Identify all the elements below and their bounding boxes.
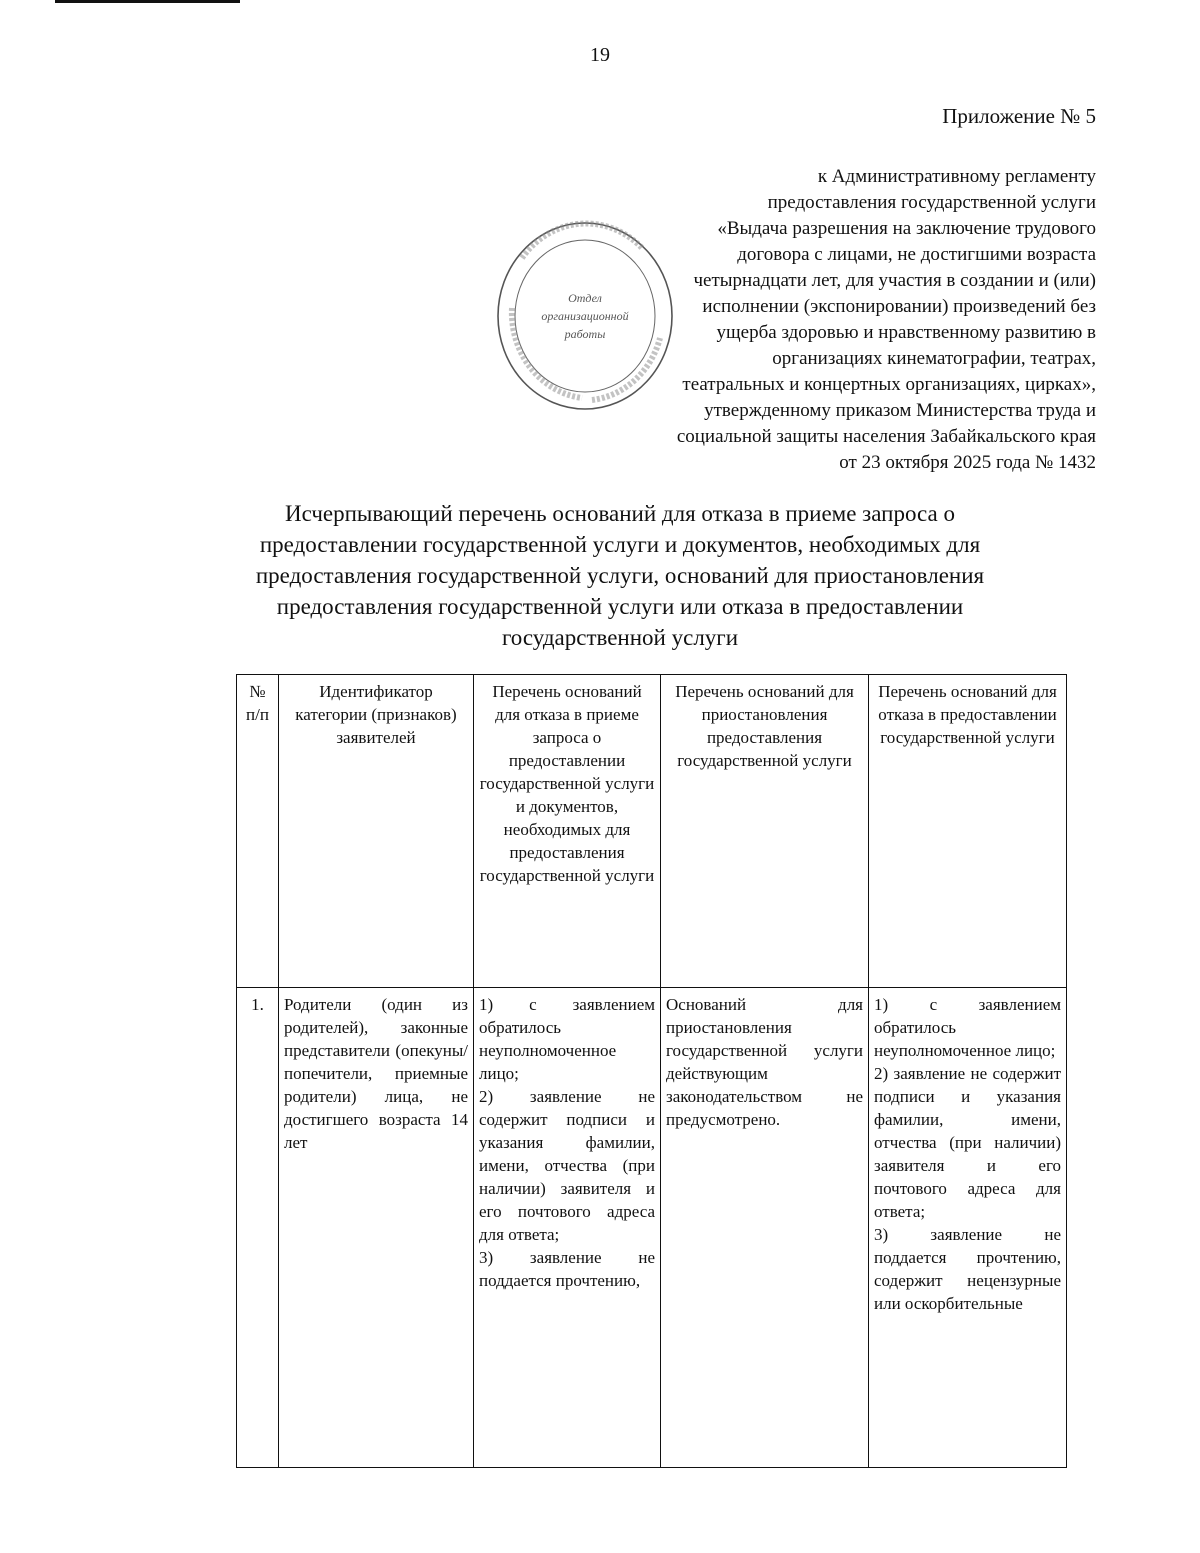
heading-line: Исчерпывающий перечень оснований для отказа в приеме запроса о bbox=[284, 501, 956, 526]
regulation-line: «Выдача разрешения на заключение трудового bbox=[717, 218, 1096, 239]
top-rule bbox=[55, 0, 240, 3]
heading-line: предоставления государственной услуги, оснований для приостановления bbox=[255, 563, 985, 588]
official-stamp bbox=[492, 218, 682, 418]
row-number: 1. bbox=[237, 988, 279, 1468]
suspension-grounds: Оснований для приостановления государственной услуги действующим законодательством не предусмотрено. bbox=[661, 988, 869, 1468]
applicant-category: Родители (один из родителей), законные представители (опекуны/попечители, приемные родители) лица, не достигшего возраста 14 лет bbox=[279, 988, 474, 1468]
document-heading bbox=[210, 498, 1030, 653]
header-refusal-grounds: Перечень оснований для отказа в приеме запроса о предоставлении государственной услуги и документов, необходимых для предоставления государственной услуги bbox=[474, 675, 661, 988]
stamp-line: Отдел bbox=[568, 291, 602, 305]
refusal-item: 3) заявление не поддается прочтению, bbox=[479, 1248, 655, 1290]
grounds-table bbox=[236, 674, 1067, 1468]
regulation-line: утвержденному приказом Министерства труда и bbox=[704, 400, 1096, 421]
stamp-line: работы bbox=[564, 327, 606, 341]
regulation-line: социальной защиты населения Забайкальского края bbox=[676, 426, 1096, 447]
header-number: № п/п bbox=[237, 675, 279, 988]
regulation-line: организациях кинематографии, театрах, bbox=[772, 348, 1096, 369]
denial-item: 3) заявление не поддается прочтению, содержит нецензурные или оскорбительные bbox=[874, 1225, 1061, 1313]
stamp-line: организационной bbox=[541, 309, 629, 323]
heading-line: предоставлении государственной услуги и документов, необходимых для bbox=[259, 532, 981, 557]
heading-line: государственной услуги bbox=[501, 625, 739, 650]
regulation-line: исполнении (экспонировании) произведений без bbox=[702, 296, 1096, 317]
regulation-reference bbox=[677, 164, 1096, 476]
regulation-line: театральных и концертных организациях, цирках», bbox=[682, 374, 1096, 395]
regulation-line: договора с лицами, не достигшими возраста bbox=[737, 244, 1096, 265]
header-denial-grounds: Перечень оснований для отказа в предоставлении государственной услуги bbox=[869, 675, 1067, 988]
regulation-line: предоставления государственной услуги bbox=[767, 192, 1096, 213]
denial-item: 1) с заявлением обратилось неуполномоченное лицо; bbox=[874, 995, 1061, 1060]
denial-item: 2) заявление не содержит подписи и указания фамилии, имени, отчества (при наличии) заявителя и его почтового адреса для ответа; bbox=[874, 1064, 1061, 1221]
regulation-line: четырнадцати лет, для участия в создании и (или) bbox=[693, 270, 1096, 291]
refusal-item: 1) с заявлением обратилось неуполномоченное лицо; bbox=[479, 995, 655, 1083]
table-header-row bbox=[237, 675, 1067, 988]
header-suspension-grounds: Перечень оснований для приостановления предоставления государственной услуги bbox=[661, 675, 869, 988]
table-row bbox=[237, 988, 1067, 1468]
refusal-item: 2) заявление не содержит подписи и указания фамилии, имени, отчества (при наличии) заявителя и его почтового адреса для ответа; bbox=[479, 1087, 655, 1244]
regulation-line: к Административному регламенту bbox=[817, 166, 1096, 187]
page-number: 19 bbox=[590, 44, 610, 66]
refusal-grounds bbox=[474, 988, 661, 1468]
appendix-title: Приложение № 5 bbox=[942, 104, 1096, 128]
heading-line: предоставления государственной услуги или отказа в предоставлении bbox=[276, 594, 964, 619]
regulation-line: ущерба здоровью и нравственному развитию в bbox=[716, 322, 1096, 343]
denial-grounds bbox=[869, 988, 1067, 1468]
header-applicant-category: Идентификатор категории (признаков) заявителей bbox=[279, 675, 474, 988]
regulation-line: от 23 октября 2025 года № 1432 bbox=[839, 452, 1096, 473]
